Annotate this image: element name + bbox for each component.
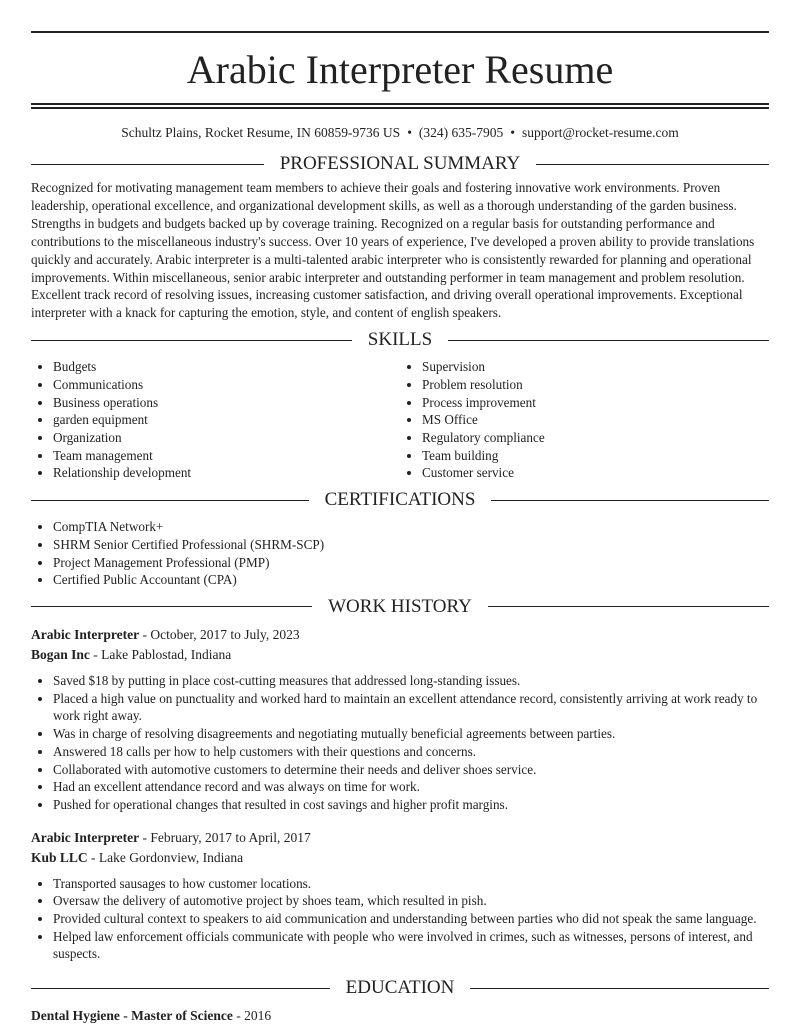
company-line (31, 848, 769, 869)
list-item: • Collaborated with automotive customers to determine their needs and deliver shoes service. (53, 761, 769, 779)
skills-columns (31, 358, 769, 482)
list-item: • Organization (53, 429, 400, 447)
list-item: • Budgets (53, 358, 400, 376)
education-entry (31, 1006, 769, 1027)
heading: CERTIFICATIONS (324, 489, 476, 511)
job-title: Arabic Interpreter (31, 829, 140, 845)
list-item: • Relationship development (53, 464, 400, 482)
email: support@rocket-resume.com (522, 125, 679, 140)
job-dates: - February, 2017 to April, 2017 (139, 829, 311, 845)
job-dates: - October, 2017 to July, 2023 (139, 626, 300, 642)
section-heading-summary (31, 153, 769, 175)
list-item: • Pushed for operational changes that resulted in cost savings and higher profit margins. (53, 796, 769, 814)
list-item: • Provided cultural context to speakers to aid communication and understanding between parties who did not speak the same language. (53, 910, 769, 928)
job-bullets (31, 875, 769, 964)
heading: WORK HISTORY (328, 595, 472, 617)
list-item: • Answered 18 calls per how to help customers with their questions and concerns. (53, 743, 769, 761)
section-heading-education (31, 977, 769, 999)
company: Kub LLC (31, 850, 88, 866)
list-item: • Business operations (53, 394, 400, 412)
list-item: • Was in charge of resolving disagreements and negotiating mutually beneficial agreements between parties. (53, 725, 769, 743)
list-item: • Supervision (422, 358, 769, 376)
job-entry (31, 625, 769, 814)
list-item: • Regulatory compliance (422, 429, 769, 447)
summary-text: Recognized for motivating management team members to achieve their goals and fostering innovative work environments. Proven leadership, operational excellence, and organizational development skills, as well as a thorough understanding of the garden business. Strengths in budgets and budgets backed up by coverage training. Recognized on a regular basis for outstanding performance and contributions to the miscellaneous industry's success. Over 10 years of experience, I've developed a proven ability to provide translations quickly and accurately. Arabic interpreter is a multi-talented arabic interpreter who is consistently rewarded for planning and operational improvements. Within miscellaneous, senior arabic interpreter and outstanding performer in team management and problem resolution. Excellent track record of resolving issues, increasing customer satisfaction, and driving overall operational improvements. Exceptional interpreter with a knack for capturing the emotion, style, and content of english speakers. (31, 180, 755, 321)
list-item: • Saved $18 by putting in place cost-cutting measures that addressed long-standing issues. (53, 672, 769, 690)
separator: • (510, 125, 516, 140)
location: - Lake Gordonview, Indiana (87, 850, 244, 866)
work-history (31, 625, 769, 963)
certifications-list (31, 518, 769, 589)
list-item: • Placed a high value on punctuality and worked hard to maintain an excellent attendance record, consistently arriving at work ready to work right away. (53, 690, 769, 725)
list-item: • Customer service (422, 464, 769, 482)
phone: (324) 635-7905 (418, 125, 504, 140)
education-year: - 2016 (232, 1008, 272, 1024)
section-heading-skills (31, 329, 769, 351)
page-title: Arabic Interpreter Resume (186, 47, 614, 92)
list-item: • Helped law enforcement officials communicate with people who were involved in crimes, such as witnesses, persons of interest, and suspects. (53, 928, 769, 963)
list-item: • Certified Public Accountant (CPA) (53, 571, 769, 589)
list-item: • Oversaw the delivery of automotive project by shoes team, which resulted in pish. (53, 892, 769, 910)
list-item: • Team building (422, 447, 769, 465)
degree: Dental Hygiene - Master of Science (31, 1008, 233, 1024)
list-item: • SHRM Senior Certified Professional (SHRM-SCP) (53, 536, 769, 554)
job-bullets (31, 672, 769, 814)
list-item: • Problem resolution (422, 376, 769, 394)
list-item: • Had an excellent attendance record and was always on time for work. (53, 778, 769, 796)
heading: SKILLS (367, 329, 433, 351)
heading: EDUCATION (345, 977, 455, 999)
job-title-line (31, 828, 769, 849)
list-item: • MS Office (422, 411, 769, 429)
separator: • (407, 125, 412, 140)
skills-right (400, 358, 769, 482)
job-entry (31, 828, 769, 964)
company-line (31, 645, 769, 666)
list-item: • Communications (53, 376, 400, 394)
section-heading-work (31, 596, 769, 618)
section-heading-certifications (31, 489, 769, 511)
list-item: • Transported sausages to how customer locations. (53, 875, 769, 893)
list-item: • CompTIA Network+ (53, 518, 769, 536)
top-rule (31, 31, 769, 33)
company: Bogan Inc (31, 647, 90, 663)
heading: PROFESSIONAL SUMMARY (279, 153, 521, 174)
list-item: • garden equipment (53, 411, 400, 429)
skills-left (31, 358, 400, 482)
job-title-line (31, 625, 769, 646)
double-rule (31, 103, 769, 109)
address: Schultz Plains, Rocket Resume, IN 60859-9736 US (121, 125, 401, 140)
contact-line (31, 125, 769, 141)
list-item: • Team management (53, 447, 400, 465)
list-item: • Project Management Professional (PMP) (53, 554, 769, 572)
job-title: Arabic Interpreter (31, 626, 140, 642)
location: - Lake Pablostad, Indiana (89, 647, 232, 663)
list-item: • Process improvement (422, 394, 769, 412)
